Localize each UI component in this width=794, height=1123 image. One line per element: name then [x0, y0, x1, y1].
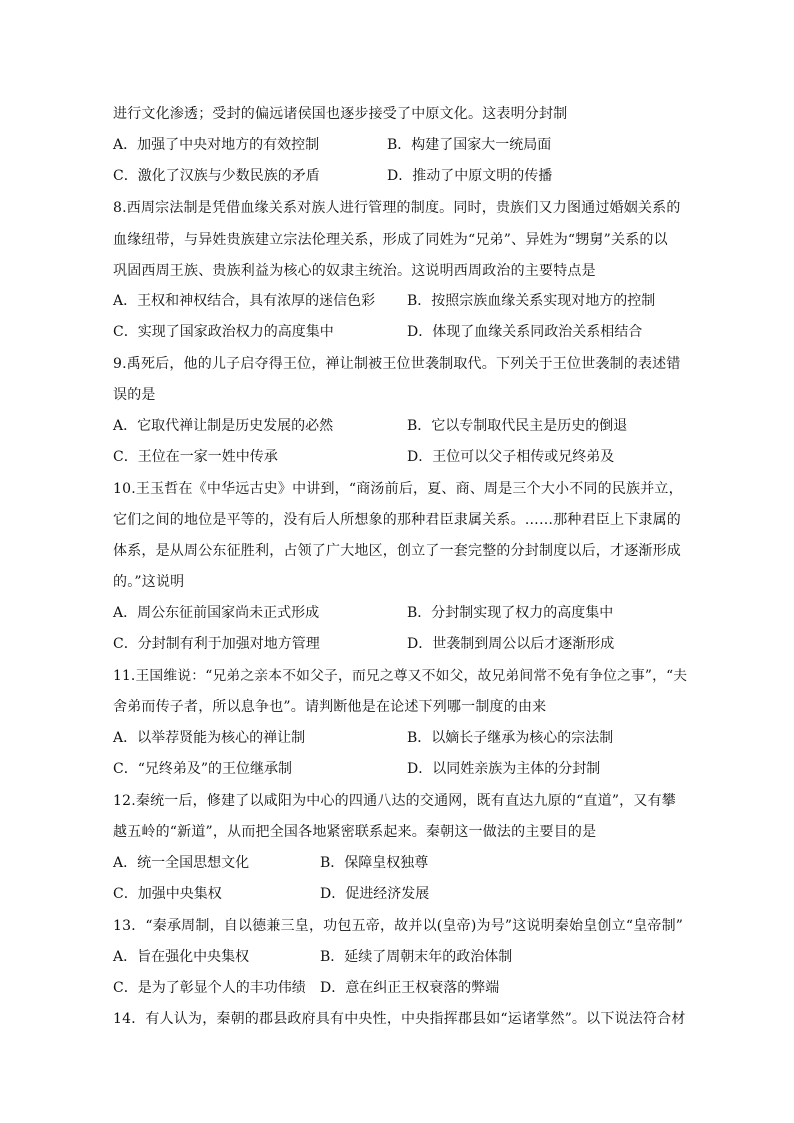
question-7-option-a: A．加强了中央对地方的有效控制: [113, 137, 320, 153]
question-9-option-c: C．王位在一家一姓中传承: [113, 449, 278, 465]
question-12-stem-line-1: 12.秦统一后，修建了以咸阳为中心的四通八达的交通网，既有直达九原的“直道”，又有攀: [113, 793, 676, 809]
question-9-option-a: A．它取代禅让制是历史发展的必然: [113, 418, 334, 434]
question-10-stem-line-1: 10.王玉哲在《中华远古史》中讲到，“商汤前后，夏、商、周是三个大小不同的民族并立，: [113, 481, 683, 497]
question-13-stem-line-1: 13．“秦承周制，自以德兼三皇，功包五帝，故并以(皇帝)为号”这说明秦始皇创立“皇帝制”: [113, 918, 684, 934]
question-11-option-a: A．以举荐贤能为核心的禅让制: [113, 730, 306, 746]
question-12-option-d: D．促进经济发展: [320, 886, 430, 902]
question-12-option-a: A．统一全国思想文化: [113, 855, 250, 871]
question-12-stem-line-2: 越五岭的“新道”，从而把全国各地紧密联系起来。秦朝这一做法的主要目的是: [113, 824, 597, 840]
question-10-stem-line-4: 的。”这说明: [113, 574, 185, 590]
question-10-option-b: B．分封制实现了权力的高度集中: [407, 605, 614, 621]
question-12-option-b: B．保障皇权独尊: [320, 855, 429, 871]
question-9-stem-line-2: 误的是: [113, 387, 156, 403]
question-7-stem-tail: 进行文化渗透；受封的偏远诸侯国也逐步接受了中原文化。这表明分封制: [113, 106, 568, 122]
question-9-option-d: D．王位可以父子相传或兄终弟及: [407, 449, 615, 465]
question-8-option-a: A．王权和神权结合，具有浓厚的迷信色彩: [113, 293, 376, 309]
question-10-stem-line-3: 体系，是从周公东征胜利，占领了广大地区，创立了一套完整的分封制度以后，才逐渐形成: [113, 543, 681, 559]
question-13-option-d: D．意在纠正王权衰落的弊端: [320, 980, 500, 996]
question-7-option-d: D．推动了中原文明的传播: [387, 168, 553, 184]
question-10-option-d: D．世袭制到周公以后才逐渐形成: [407, 636, 615, 652]
question-9-option-b: B．它以专制取代民主是历史的倒退: [407, 418, 628, 434]
question-11-stem-line-2: 舍弟而传子者，所以息争也”。请判断他是在论述下列哪一制度的由来: [113, 699, 547, 715]
question-8-stem-line-1: 8.西周宗法制是凭借血缘关系对族人进行管理的制度。同时，贵族们又力图通过婚姻关系的: [113, 200, 681, 216]
question-10-stem-line-2: 它们之间的地位是平等的，没有后人所想象的那种君臣隶属关系。……那种君臣上下隶属的: [113, 512, 681, 528]
question-11-option-d: D．以同姓亲族为主体的分封制: [407, 761, 601, 777]
question-8-option-d: D．体现了血缘关系同政治关系相结合: [407, 324, 643, 340]
question-9-stem-line-1: 9.禹死后，他的儿子启夺得王位，禅让制被王位世袭制取代。下列关于王位世袭制的表述错: [113, 356, 681, 372]
question-8-option-c: C．实现了国家政治权力的高度集中: [113, 324, 334, 340]
question-10-option-a: A．周公东征前国家尚未正式形成: [113, 605, 320, 621]
question-8-option-b: B．按照宗族血缘关系实现对地方的控制: [407, 293, 656, 309]
question-11-stem-line-1: 11.王国维说：“兄弟之亲本不如父子，而兄之尊又不如父，故兄弟间常不免有争位之事”，“夫: [113, 668, 688, 684]
question-10-option-c: C．分封制有利于加强对地方管理: [113, 636, 320, 652]
question-11-option-c: C．“兄终弟及”的王位继承制: [113, 761, 293, 777]
question-7-option-b: B．构建了国家大一统局面: [387, 137, 552, 153]
question-13-option-a: A．旨在强化中央集权: [113, 949, 250, 965]
question-8-stem-line-2: 血缘纽带，与异姓贵族建立宗法伦理关系，形成了同姓为“兄弟”、异姓为“甥舅”关系的以: [113, 232, 668, 248]
question-13-option-c: C．是为了彰显个人的丰功伟绩: [113, 980, 306, 996]
question-14-stem-line-1: 14．有人认为，秦朝的郡县政府具有中央性，中央指挥郡县如“运诸掌然”。以下说法符合材: [113, 1011, 686, 1027]
question-11-option-b: B．以嫡长子继承为核心的宗法制: [407, 730, 614, 746]
question-8-stem-line-3: 巩固西周王族、贵族利益为核心的奴隶主统治。这说明西周政治的主要特点是: [113, 263, 596, 279]
question-7-option-c: C．激化了汉族与少数民族的矛盾: [113, 168, 320, 184]
question-12-option-c: C．加强中央集权: [113, 886, 222, 902]
question-13-option-b: B．延续了周朝末年的政治体制: [320, 949, 513, 965]
